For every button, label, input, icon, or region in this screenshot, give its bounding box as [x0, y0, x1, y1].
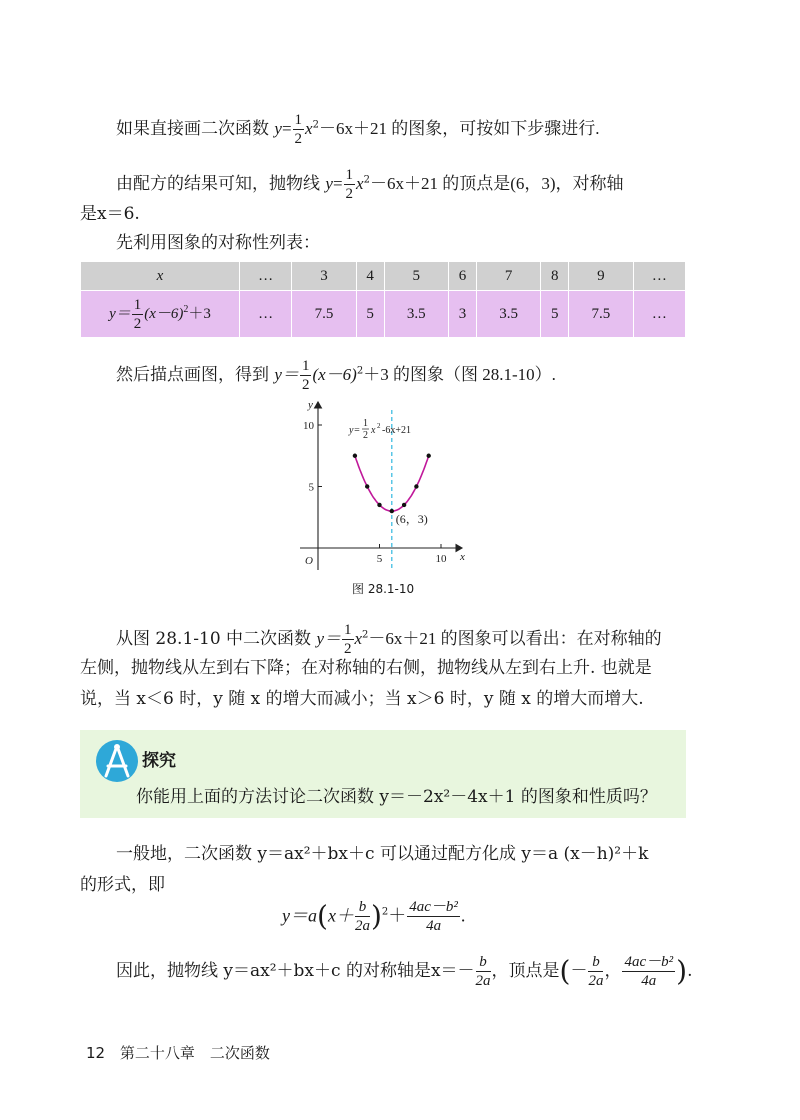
page-number: 12	[86, 1044, 106, 1062]
explore-question: 你能用上面的方法讨论二次函数 y＝－2x²－4x＋1 的图象和性质吗？	[136, 787, 657, 807]
table-cell: 9	[569, 262, 634, 291]
table-cell: …	[633, 262, 685, 291]
paragraph-4: 然后描点画图，得到 y＝ $\frac{1}{2}$ $(x-6)^2+3$ 的图象（图 28.1-10）.	[116, 358, 556, 393]
x-tick-label: 5	[376, 553, 383, 565]
chart-title	[348, 418, 411, 441]
table-cell: 6	[449, 262, 477, 291]
table-cell: 5	[356, 291, 384, 338]
paragraph-5-line-2: 左侧，抛物线从左到右下降；在对称轴的右侧，抛物线从左到右上升. 也就是	[80, 658, 652, 678]
data-point	[377, 503, 381, 507]
explore-box	[80, 730, 686, 818]
table-cell: 7.5	[292, 291, 357, 338]
data-point	[402, 503, 406, 507]
svg-text:y=: y=	[349, 425, 361, 436]
parabola-chart	[294, 398, 474, 578]
table-cell: …	[240, 291, 292, 338]
paragraph-2: 由配方的结果可知，抛物线 y= $\frac{1}{2}$ $x^2-6x+21$ 的顶点是(6，3)，对称轴	[116, 167, 624, 202]
explore-title: 探究	[142, 751, 176, 771]
table-row-x	[81, 262, 686, 291]
data-point	[427, 454, 431, 458]
table-cell: 3	[449, 291, 477, 338]
x-tick-label: 10	[435, 553, 447, 565]
data-point	[414, 484, 418, 488]
paragraph-6-line-2: 的形式，即	[80, 875, 165, 895]
svg-text:2: 2	[377, 422, 381, 430]
y-axis-label: y	[308, 399, 313, 411]
svg-text:2: 2	[363, 430, 368, 441]
row-label: y＝ $\frac{1}{2}$ $(x-6)^2+3$	[81, 291, 240, 338]
page-footer	[86, 1042, 270, 1063]
paragraph-5: 从图 28.1-10 中二次函数 y＝ $\frac{1}{2}$ $x^2-6x+21$ 的图象可以看出：在对称轴的	[116, 622, 662, 657]
paragraph-7: 因此，抛物线 y＝ax²＋bx＋c 的对称轴是x＝－ $\frac{b}{2a}$ ，顶点是(－ $\frac{b}{2a}$ ， $\frac{\text{4ac－b²}}{4a}$ ).	[116, 954, 693, 989]
table-cell: 5	[384, 262, 449, 291]
header-label: x	[81, 262, 240, 291]
paragraph-3: 先利用图象的对称性列表：	[116, 233, 320, 253]
table-cell: 3.5	[384, 291, 449, 338]
svg-text:-6x+21: -6x+21	[382, 425, 411, 436]
data-point	[390, 509, 394, 513]
table-cell: …	[633, 291, 685, 338]
vertex-form-formula: y＝a(x＋ $\frac{b}{2a}$ )$^2$＋ $\frac{\text{4ac－b²}}{4a}$ .	[282, 899, 466, 934]
table-cell: 8	[541, 262, 569, 291]
table-cell: 4	[356, 262, 384, 291]
fraction: $\frac{1}{2}$	[345, 167, 354, 202]
svg-text:x: x	[371, 425, 376, 436]
table-cell: …	[240, 262, 292, 291]
fraction: $\frac{1}{2}$	[294, 112, 303, 147]
paragraph-2-line-2: 是x＝6.	[80, 204, 140, 224]
chapter-title: 第二十八章 二次函数	[119, 1044, 270, 1062]
table-cell: 3	[292, 262, 357, 291]
value-table	[80, 261, 686, 338]
table-row-y	[81, 291, 686, 338]
y-tick-label: 5	[308, 481, 314, 494]
table-cell: 7.5	[569, 291, 634, 338]
compass-icon	[94, 738, 140, 784]
y-tick-label: 10	[303, 420, 314, 432]
svg-text:1: 1	[363, 418, 368, 429]
paragraph-6: 一般地，二次函数 y＝ax²＋bx＋c 可以通过配方化成 y＝a (x－h)²＋k	[116, 844, 649, 864]
origin-label: O	[305, 555, 313, 567]
table-cell: 5	[541, 291, 569, 338]
x-axis-label: x	[460, 551, 465, 563]
figure-caption: 图 28.1-10	[352, 582, 415, 596]
data-point	[365, 484, 369, 488]
paragraph-1: 如果直接画二次函数 y= $\frac{1}{2}$ $x^2-6x+21$ 的图象，可按如下步骤进行.	[116, 112, 600, 147]
data-point	[353, 454, 357, 458]
table-cell: 3.5	[476, 291, 541, 338]
paragraph-5-line-3: 说，当 x＜6 时，y 随 x 的增大而减小；当 x＞6 时，y 随 x 的增大而增大.	[80, 689, 644, 709]
vertex-label: (6，3)	[395, 512, 428, 527]
table-cell: 7	[476, 262, 541, 291]
